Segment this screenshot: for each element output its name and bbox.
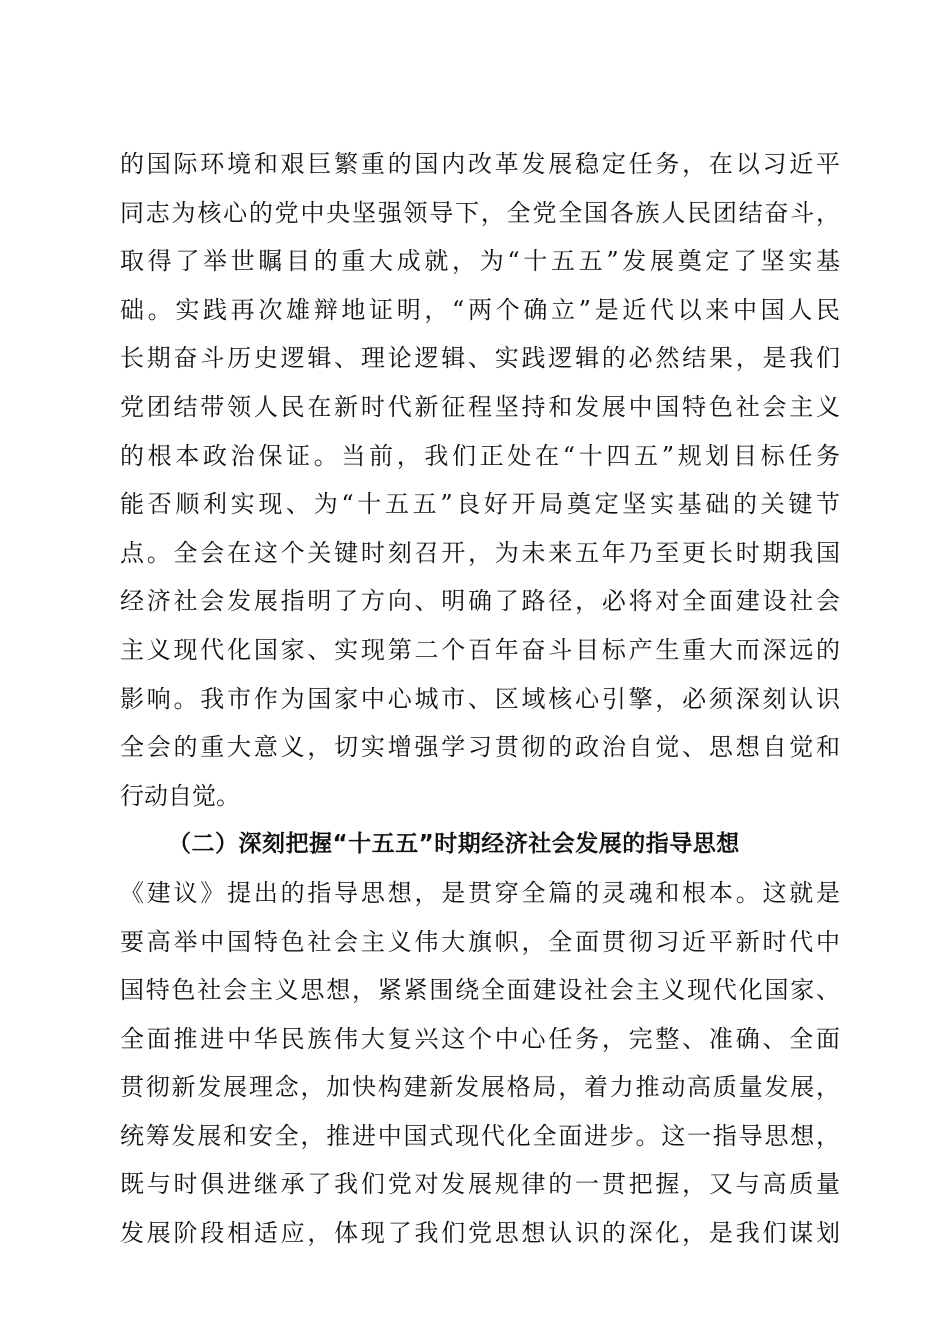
- paragraph-2: [120, 869, 840, 1258]
- text-line: 主义现代化国家、实现第二个百年奋斗目标产生重大而深远的: [120, 635, 840, 664]
- text-line: 取得了举世瞩目的重大成就，为“十五五”发展奠定了坚实基: [120, 247, 840, 276]
- text-line: 能否顺利实现、为“十五五”良好开局奠定坚实基础的关键节: [120, 490, 840, 519]
- text-line: 的国际环境和艰巨繁重的国内改革发展稳定任务，在以习近平: [120, 150, 840, 178]
- text-line: 同志为核心的党中央坚强领导下，全党全国各族人民团结奋斗，: [120, 198, 840, 227]
- text-line: 既与时俱进继承了我们党对发展规律的一贯把握，又与高质量: [120, 1170, 840, 1199]
- text-line: 经济社会发展指明了方向、明确了路径，必将对全面建设社会: [120, 587, 840, 616]
- text-line: 点。全会在这个关键时刻召开，为未来五年乃至更长时期我国: [120, 538, 840, 567]
- text-line: 行动自觉。: [120, 781, 240, 810]
- text-line: 《建议》提出的指导思想，是贯穿全篇的灵魂和根本。这就是: [120, 878, 840, 907]
- paragraph-1: [120, 140, 840, 820]
- text-line: 础。实践再次雄辩地证明，“两个确立”是近代以来中国人民: [120, 295, 840, 324]
- text-line: 统筹发展和安全，推进中国式现代化全面进步。这一指导思想，: [120, 1121, 840, 1150]
- section-heading: （二）深刻把握“十五五”时期经济社会发展的指导思想: [168, 831, 740, 858]
- text-line: 全会的重大意义，切实增强学习贯彻的政治自觉、思想自觉和: [120, 733, 840, 762]
- text-line: 全面推进中华民族伟大复兴这个中心任务，完整、准确、全面: [120, 1024, 840, 1053]
- text-line: 贯彻新发展理念，加快构建新发展格局，着力推动高质量发展，: [120, 1073, 840, 1102]
- text-line: 发展阶段相适应，体现了我们党思想认识的深化，是我们谋划: [120, 1219, 840, 1248]
- text-line: 长期奋斗历史逻辑、理论逻辑、实践逻辑的必然结果，是我们: [120, 344, 840, 373]
- text-line: 国特色社会主义思想，紧紧围绕全面建设社会主义现代化国家、: [120, 976, 840, 1005]
- text-line: 的根本政治保证。当前，我们正处在“十四五”规划目标任务: [120, 441, 840, 470]
- text-line: 影响。我市作为国家中心城市、区域核心引擎，必须深刻认识: [120, 684, 840, 713]
- text-line: 党团结带领人民在新时代新征程坚持和发展中国特色社会主义: [120, 392, 840, 421]
- document-body: [120, 140, 840, 1258]
- text-line: 要高举中国特色社会主义伟大旗帜，全面贯彻习近平新时代中: [120, 927, 840, 956]
